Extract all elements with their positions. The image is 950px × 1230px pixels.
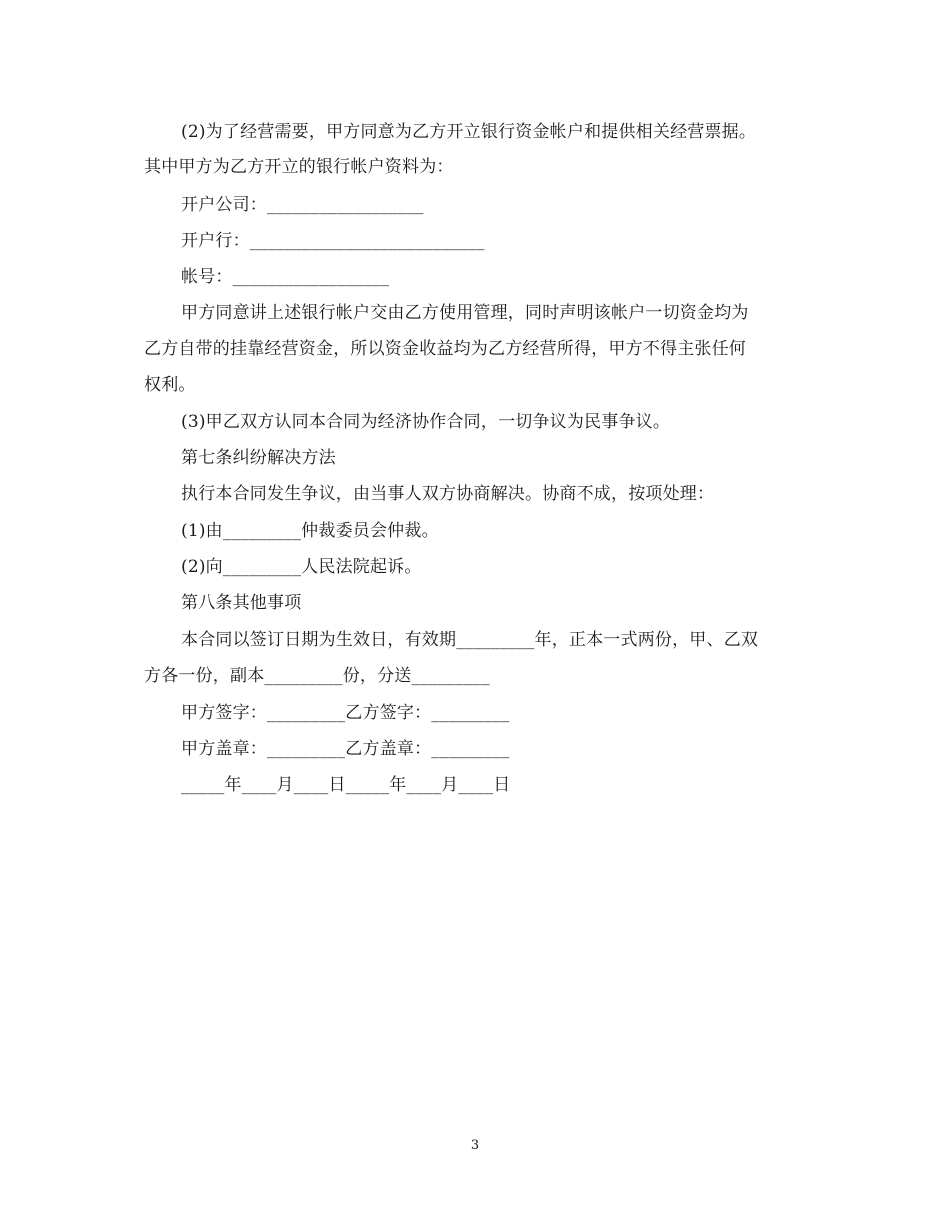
account-company-field: 开户公司：__________________ xyxy=(181,195,424,215)
section-heading-article-8: 第八条其他事项 xyxy=(181,593,302,613)
page-number: 3 xyxy=(470,1138,480,1153)
paragraph-line: 本合同以签订日期为生效日，有效期_________年，正本一式两份，甲、乙双 xyxy=(181,630,759,650)
paragraph-line: 方各一份，副本_________份，分送_________ xyxy=(144,666,490,686)
paragraph-line: 其中甲方为乙方开立的银行帐户资料为： xyxy=(144,157,454,177)
paragraph-line: 执行本合同发生争议，由当事人双方协商解决。协商不成，按项处理： xyxy=(181,484,715,504)
paragraph-line: (3)甲乙双方认同本合同为经济协作合同，一切争议为民事争议。 xyxy=(181,412,671,432)
section-heading-article-7: 第七条纠纷解决方法 xyxy=(181,448,336,468)
arbitration-clause: (1)由_________仲裁委员会仲裁。 xyxy=(181,521,439,541)
paragraph-line: 权利。 xyxy=(144,375,196,395)
paragraph-line: 甲方同意讲上述银行帐户交由乙方使用管理，同时声明该帐户一切资金均为 xyxy=(181,303,749,323)
account-number-field: 帐号：__________________ xyxy=(181,267,390,287)
paragraph-line: (2)为了经营需要，甲方同意为乙方开立银行资金帐户和提供相关经营票据。 xyxy=(181,122,757,142)
paragraph-line: 乙方自带的挂靠经营资金，所以资金收益均为乙方经营所得，甲方不得主张任何 xyxy=(144,339,746,359)
seal-line: 甲方盖章：_________乙方盖章：_________ xyxy=(181,739,510,759)
signature-line: 甲方签字：_________乙方签字：_________ xyxy=(181,703,510,723)
account-bank-field: 开户行：___________________________ xyxy=(181,231,485,251)
date-line: _____年____月____日_____年____月____日 xyxy=(181,775,511,795)
litigation-clause: (2)向_________人民法院起诉。 xyxy=(181,557,422,577)
